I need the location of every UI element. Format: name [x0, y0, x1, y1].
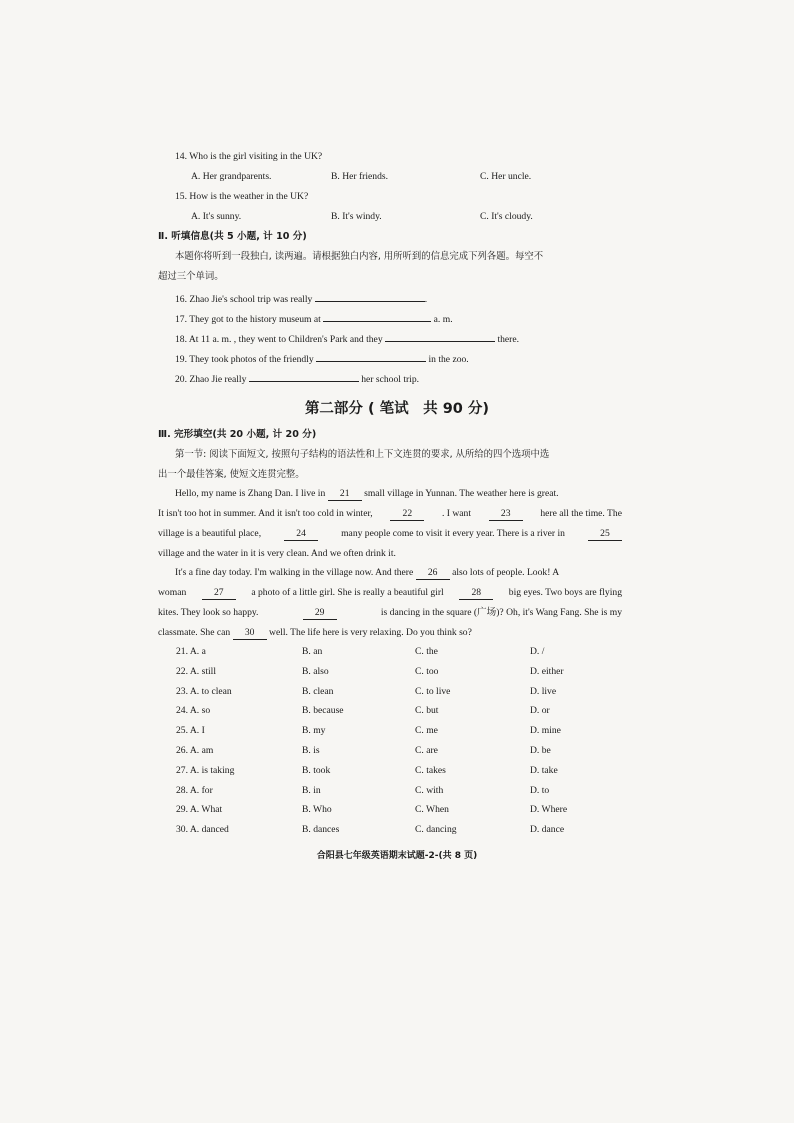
option-choice-d: D. take	[530, 764, 558, 776]
option-choice-c: C. the	[415, 646, 438, 657]
question-14-option-c: C. Her uncle.	[480, 171, 532, 182]
passage-line-2	[158, 507, 622, 521]
option-choice-d: D. Where	[530, 804, 568, 816]
option-row-label: 28. A. for	[176, 784, 213, 796]
option-choice-c: C. too	[415, 665, 439, 677]
passage-line-7	[158, 606, 622, 620]
option-row-label: 27. A. is taking	[176, 764, 235, 776]
option-choice-b: B. dances	[302, 824, 340, 836]
option-choice-d: D. dance	[530, 824, 565, 836]
question-20-end: her school trip.	[361, 374, 420, 385]
passage-text: big eyes. Two boys are flying	[508, 587, 622, 598]
option-choice-c: C. with	[415, 784, 444, 796]
passage-text: small village in Yunnan. The weather here is great.	[364, 488, 559, 499]
cloze-blank-28: 28	[459, 586, 493, 600]
option-choice-b: B. took	[302, 764, 331, 776]
section-2-heading: Ⅱ. 听填信息(共 5 小题, 计 10 分)	[158, 231, 307, 242]
option-choice-b: B. Who	[302, 804, 332, 816]
question-18-text: 18. At 11 a. m. , they went to Children's Park and they	[175, 334, 383, 345]
cloze-blank-25: 25	[588, 527, 622, 541]
question-14-option-b: B. Her friends.	[331, 171, 389, 182]
option-choice-c: C. but	[415, 705, 439, 717]
option-choice-b: B. because	[302, 705, 344, 717]
question-16-end: .	[424, 294, 428, 305]
question-19-end: in the zoo.	[428, 354, 469, 365]
section-3-instruction-line1: 第一节: 阅读下面短文, 按照句子结构的语法性和上下文连贯的要求, 从所给的四个选项中选	[175, 449, 550, 460]
answer-blank-19[interactable]	[316, 350, 426, 362]
passage-text: a photo of a little girl. She is really a beautiful girl	[251, 587, 444, 598]
option-choice-d: D. be	[530, 745, 551, 756]
passage-line-8	[158, 626, 472, 640]
option-choice-b: B. is	[302, 745, 320, 756]
question-17	[175, 310, 453, 326]
part-2-title: 第二部分 ( 笔试 共 90 分)	[304, 401, 490, 417]
question-20	[175, 370, 419, 386]
question-14-stem: 14. Who is the girl visiting in the UK?	[175, 151, 323, 162]
option-choice-d: D. either	[530, 665, 564, 677]
question-18	[175, 330, 519, 346]
option-choice-b: B. an	[302, 646, 323, 657]
cloze-blank-23: 23	[489, 507, 523, 521]
section-3-heading: Ⅲ. 完形填空(共 20 小题, 计 20 分)	[158, 429, 317, 440]
passage-line-3	[158, 527, 622, 541]
cloze-blank-29: 29	[303, 606, 337, 620]
option-choice-c: C. to live	[415, 685, 451, 697]
option-row-label: 22. A. still	[176, 665, 216, 677]
option-row-label: 21. A. a	[176, 646, 206, 657]
cloze-blank-24: 24	[284, 527, 318, 541]
option-choice-d: D. mine	[530, 725, 561, 737]
question-15-option-c: C. It's cloudy.	[480, 211, 533, 222]
cloze-blank-27: 27	[202, 586, 236, 600]
page-footer: 合阳县七年级英语期末试题-2-(共 8 页)	[316, 851, 478, 861]
option-choice-b: B. in	[302, 784, 321, 796]
question-17-text: 17. They got to the history museum at	[175, 314, 321, 325]
option-choice-d: D. live	[530, 685, 557, 697]
question-19-text: 19. They took photos of the friendly	[175, 354, 314, 365]
passage-text: It's a fine day today. I'm walking in the village now. And there	[175, 567, 414, 578]
question-17-end: a. m.	[433, 314, 453, 325]
section-3-instruction-line2: 出一个最佳答案, 使短文连贯完整。	[158, 469, 305, 480]
answer-blank-20[interactable]	[249, 370, 359, 382]
option-choice-c: C. dancing	[415, 824, 457, 836]
question-19	[175, 350, 469, 366]
passage-text: It isn't too hot in summer. And it isn't too cold in winter,	[158, 508, 373, 519]
option-row-label: 29. A. What	[176, 804, 223, 816]
passage-line-1	[175, 487, 559, 501]
passage-text: classmate. She can	[158, 627, 231, 638]
option-row-label: 23. A. to clean	[176, 685, 232, 697]
answer-blank-18[interactable]	[385, 330, 495, 342]
cloze-blank-26: 26	[416, 566, 450, 580]
answer-blank-16[interactable]	[315, 290, 425, 302]
passage-text: well. The life here is very relaxing. Do you think so?	[269, 627, 472, 638]
option-choice-c: C. me	[415, 725, 438, 737]
passage-text: many people come to visit it every year. There is a river in	[341, 528, 565, 539]
question-14-option-a: A. Her grandparents.	[191, 171, 272, 182]
question-18-end: there.	[497, 334, 520, 345]
question-16-text: 16. Zhao Jie's school trip was really	[175, 294, 313, 305]
cloze-blank-30: 30	[233, 626, 267, 640]
question-20-text: 20. Zhao Jie really	[175, 374, 247, 385]
passage-line-4: village and the water in it is very clean. And we often drink it.	[158, 548, 396, 559]
passage-text: also lots of people. Look! A	[452, 567, 560, 578]
passage-line-6	[158, 586, 622, 600]
passage-line-5	[175, 566, 559, 580]
section-2-intro-line1: 本题你将听到一段独白, 读两遍。请根据独白内容, 用所听到的信息完成下列各题。每空不	[175, 251, 544, 262]
option-row-label: 24. A. so	[176, 705, 211, 717]
section-2-intro-line2: 超过三个单词。	[158, 271, 224, 282]
option-choice-d: D. /	[530, 646, 545, 657]
passage-text: Hello, my name is Zhang Dan. I live in	[175, 488, 326, 499]
option-choice-d: D. to	[530, 784, 550, 796]
passage-text: . I want	[441, 508, 472, 519]
option-choice-d: D. or	[530, 705, 550, 717]
cloze-blank-21: 21	[328, 487, 362, 501]
option-choice-c: C. When	[415, 804, 449, 816]
option-row-label: 30. A. danced	[176, 824, 229, 836]
question-15-stem: 15. How is the weather in the UK?	[175, 191, 309, 202]
option-choice-b: B. clean	[302, 685, 334, 697]
passage-text: kites. They look so happy.	[158, 607, 259, 618]
passage-text: woman	[158, 587, 187, 598]
answer-blank-17[interactable]	[323, 310, 431, 322]
cloze-blank-22: 22	[390, 507, 424, 521]
option-choice-b: B. my	[302, 725, 326, 737]
question-15-option-a: A. It's sunny.	[191, 211, 242, 222]
passage-text: is dancing in the square (广场)? Oh, it's Wang Fang. She is my	[380, 607, 622, 618]
question-15-option-b: B. It's windy.	[331, 211, 382, 222]
option-choice-b: B. also	[302, 665, 329, 677]
option-row-label: 25. A. I	[176, 725, 205, 737]
passage-text: village is a beautiful place,	[158, 528, 262, 539]
option-choice-c: C. takes	[415, 764, 446, 776]
question-16	[175, 290, 427, 306]
option-choice-c: C. are	[415, 745, 438, 756]
passage-text: here all the time. The	[540, 508, 622, 519]
option-row-label: 26. A. am	[176, 745, 214, 756]
